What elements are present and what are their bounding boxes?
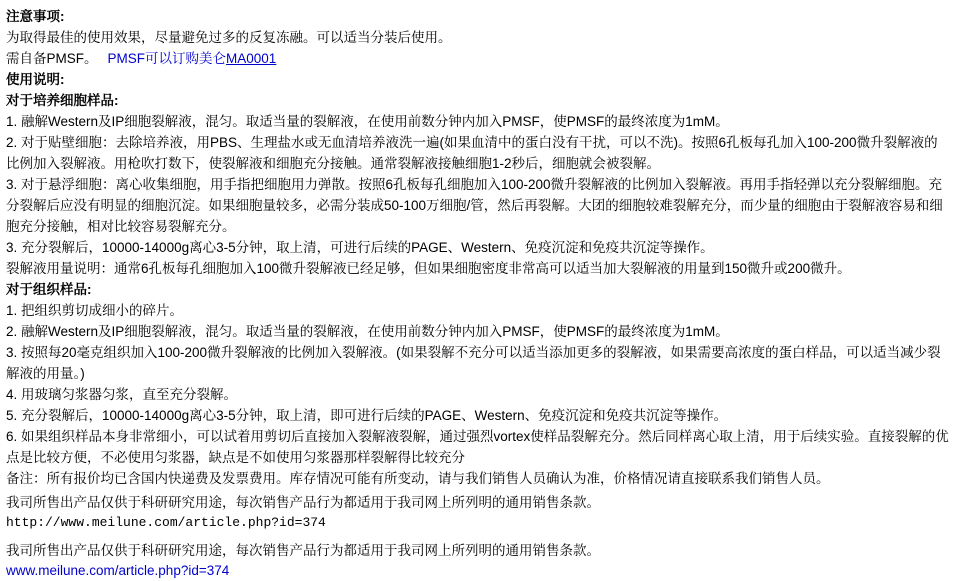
- notice-heading: 注意事项:: [6, 9, 65, 24]
- tissue-item-3: 3. 按照每20毫克组织加入100-200微升裂解液的比例加入裂解液。(如果裂解不充分可以适当添加更多的裂解液，如果需要高浓度的蛋白样品，可以适当减少裂解液的用量。): [6, 345, 941, 381]
- tissue-item-4: 4. 用玻璃匀浆器匀浆，直至充分裂解。: [6, 387, 238, 402]
- notice-line-1: 为取得最佳的使用效果，尽量避免过多的反复冻融。可以适当分装后使用。: [6, 30, 452, 45]
- pmsf-prefix: 需自备PMSF。: [6, 51, 98, 66]
- pmsf-line: [6, 48, 950, 69]
- tissue-item-5: 5. 充分裂解后，10000-14000g离心3-5分钟，取上清，即可进行后续的PAGE、Western、免疫沉淀和免疫共沉淀等操作。: [6, 408, 728, 423]
- cultured-cells-heading: 对于培养细胞样品:: [6, 93, 119, 108]
- cultured-cells-item-1: 1. 融解Western及IP细胞裂解液，混匀。取适当量的裂解液，在使用前数分钟内加入PMSF，使PMSF的最终浓度为1mM。: [6, 114, 729, 129]
- tissue-item-2: 2. 融解Western及IP细胞裂解液，混匀。取适当量的裂解液，在使用前数分钟内加入PMSF，使PMSF的最终浓度为1mM。: [6, 324, 729, 339]
- disclaimer-line-2: 我司所售出产品仅供于科研研究用途，每次销售产品行为都适用于我司网上所列明的通用销售条款。: [6, 543, 600, 558]
- tissue-item-1: 1. 把组织剪切成细小的碎片。: [6, 303, 184, 318]
- cultured-cells-item-4: 3. 充分裂解后，10000-14000g离心3-5分钟，取上清，可进行后续的PAGE、Western、免疫沉淀和免疫共沉淀等操作。: [6, 240, 714, 255]
- tissue-item-6: 6. 如果组织样品本身非常细小，可以试着用剪切后直接加入裂解液裂解，通过强烈vortex使样品裂解充分。然后同样离心取上清，用于后续实验。直接裂解的优点是比较方便，不必使用匀浆器，缺点是不如使用匀浆器那样裂解得比较充分: [6, 429, 949, 465]
- pmsf-code-link[interactable]: MA0001: [226, 51, 277, 66]
- tissue-heading: 对于组织样品:: [6, 282, 92, 297]
- article-url-link[interactable]: www.meilune.com/article.php?id=374: [6, 563, 230, 578]
- remark-line: 备注：所有报价均已含国内快递费及发票费用。库存情况可能有所变动，请与我们销售人员确认为准，价格情况请直接联系我们销售人员。: [6, 471, 830, 486]
- cultured-cells-item-2: 2. 对于贴壁细胞：去除培养液，用PBS、生理盐水或无血清培养液洗一遍(如果血清中的蛋白没有干扰，可以不洗)。按照6孔板每孔加入100-200微升裂解液的比例加入裂解液。用枪吹打数下，使裂解液和细胞充分接触。通常裂解液接触细胞1-2秒后，细胞就会被裂解。: [6, 135, 938, 171]
- pmsf-order-link[interactable]: PMSF可以订购美仑: [107, 51, 227, 66]
- cultured-cells-item-3: 3. 对于悬浮细胞：离心收集细胞，用手指把细胞用力弹散。按照6孔板每孔细胞加入100-200微升裂解液的比例加入裂解液。再用手指轻弹以充分裂解细胞。充分裂解后应没有明显的细胞沉淀。如果细胞量较多，必需分装成50-100万细胞/管，然后再裂解。大团的细胞较难裂解充分，而少量的细胞由于裂解液容易和细胞充分接触，相对比较容易裂解充分。: [6, 177, 943, 234]
- disclaimer-line-1: 我司所售出产品仅供于科研研究用途，每次销售产品行为都适用于我司网上所列明的通用销售条款。: [6, 495, 600, 510]
- lysis-volume-note: 裂解液用量说明：通常6孔板每孔细胞加入100微升裂解液已经足够，但如果细胞密度非常高可以适当加大裂解液的用量到150微升或200微升。: [6, 261, 851, 276]
- usage-heading: 使用说明:: [6, 72, 65, 87]
- article-url-mono[interactable]: http://www.meilune.com/article.php?id=374: [6, 515, 326, 530]
